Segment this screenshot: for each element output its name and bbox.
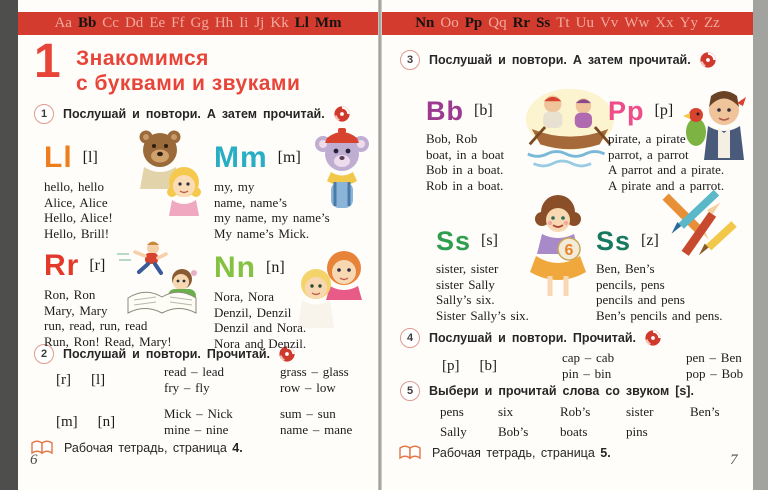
- word-line: run, read, run, read: [44, 318, 148, 333]
- sound-cell: [r]: [56, 371, 71, 388]
- right-page: [382, 0, 753, 490]
- word-line: Alice, Alice: [44, 194, 108, 210]
- word-pair: read – lead: [164, 364, 225, 379]
- alphabet-strip-right: [382, 12, 753, 35]
- sound-cell: [b]: [479, 357, 497, 374]
- minimal-pairs-row: [56, 406, 372, 438]
- unit-title-line1: Знакомимся: [76, 47, 209, 70]
- word-line: sister, sister: [436, 261, 499, 276]
- word-pair: sum – sun: [280, 406, 336, 421]
- listen-cd-icon: [645, 330, 661, 346]
- word-line: pencils and pens: [596, 292, 685, 307]
- word-item: sister: [626, 404, 654, 419]
- word-line: Denzil and Nora.: [214, 320, 307, 335]
- letter-block-ll: [44, 142, 113, 241]
- alphabet-letter-hh: Hh: [214, 15, 234, 31]
- alphabet-letter-bb: Bb: [77, 15, 97, 31]
- word-pair: pin – bin: [562, 366, 612, 381]
- word-line: Bob in a boat.: [426, 162, 504, 177]
- minimal-pairs-row: [442, 350, 742, 382]
- bear-and-girl-illustration: [130, 126, 208, 223]
- word-line: Mary, Mary: [44, 302, 108, 318]
- letter-block-nn: [214, 252, 306, 351]
- exercise-1-number: 1: [34, 104, 54, 124]
- alphabet-letter-uu: Uu: [575, 15, 594, 31]
- alphabet-letter-gg: Gg: [190, 15, 209, 31]
- word-line: sister Sally: [436, 276, 495, 292]
- word-line: Hello, Alice!: [44, 210, 113, 225]
- letter-bb: Bb: [426, 96, 464, 126]
- exercise-5-number: 5: [400, 381, 420, 401]
- alphabet-letter-ee: Ee: [149, 15, 166, 31]
- alphabet-letter-aa: Aa: [54, 15, 72, 31]
- page-number-right: 7: [730, 452, 738, 468]
- pair-column: [280, 364, 372, 396]
- pair-column: [562, 350, 686, 382]
- minimal-pairs-table: [56, 364, 372, 448]
- scan-right-border: [753, 0, 768, 490]
- alphabet-strip-left: [18, 12, 378, 35]
- unit-title: [76, 46, 300, 96]
- alphabet-letter-tt: Tt: [556, 15, 570, 31]
- word-line: my name, my name’s: [214, 210, 330, 225]
- word-pair: fry – fly: [164, 380, 210, 395]
- letter-rr: Rr: [44, 249, 80, 282]
- exercise-5-words-row-2: [440, 422, 740, 442]
- badge-number: 6: [564, 242, 574, 259]
- letter-block-rr: [44, 250, 172, 349]
- exercise-5-words-row-1: [440, 402, 740, 422]
- word-item: pens: [440, 404, 464, 419]
- sound-z: [z]: [641, 232, 659, 249]
- letter-block-ss-s: [436, 226, 529, 323]
- exercise-2-instruction: Послушай и повтори. Прочитай.: [63, 347, 270, 361]
- sound-s: [s]: [481, 232, 498, 249]
- word-pair: cap – cab: [562, 350, 615, 365]
- workbook-text: [432, 446, 611, 460]
- workbook-label: Рабочая тетрадь, страница: [432, 445, 595, 460]
- letter-ss: Ss: [436, 226, 472, 256]
- alphabet-letter-kk: Kk: [270, 15, 289, 31]
- word-line: hello, hello: [44, 179, 104, 194]
- word-item: Sally: [440, 424, 467, 439]
- sound-p: [p]: [654, 102, 674, 119]
- word-item: pins: [626, 424, 648, 439]
- alphabet-letter-cc: Cc: [102, 15, 119, 31]
- pair-column: [686, 350, 743, 382]
- letter-block-ss-z: [596, 226, 723, 323]
- word-line: Nora, Nora: [214, 289, 274, 304]
- word-item: Rob’s: [560, 404, 591, 419]
- workbook-text: [64, 441, 243, 455]
- alphabet-letter-ii: Ii: [239, 15, 249, 31]
- alphabet-letter-oo: Oo: [440, 15, 459, 31]
- word-line: name, name’s: [214, 194, 287, 210]
- alphabet-letter-pp: Pp: [464, 15, 483, 31]
- exercise-2-number: 2: [34, 344, 54, 364]
- alphabet-letter-ss: Ss: [536, 15, 551, 31]
- alphabet-letter-vv: Vv: [599, 15, 619, 31]
- word-line: Sally’s six.: [436, 292, 495, 307]
- listen-cd-icon: [334, 106, 350, 122]
- workbook-page-number: 4.: [232, 440, 243, 455]
- letter-block-pp: [608, 96, 724, 193]
- alphabet-letter-ff: Ff: [171, 15, 185, 31]
- word-line: Denzil, Denzil: [214, 304, 292, 320]
- word-pair: mine – nine: [164, 422, 229, 437]
- exercise-3-number: 3: [400, 50, 420, 70]
- word-line: My name’s Mick.: [214, 225, 310, 241]
- scan-left-border: [0, 0, 18, 490]
- sound-m: [m]: [277, 149, 301, 166]
- workbook-note: [398, 444, 611, 461]
- word-item: six: [498, 404, 514, 419]
- word-line: A pirate and a parrot.: [608, 177, 725, 193]
- exercise-1-instruction: Послушай и повтори. А затем прочитай.: [63, 107, 325, 121]
- alphabet-letter-yy: Yy: [679, 15, 698, 31]
- page-number-left: 6: [30, 452, 38, 468]
- sound-cell: [m]: [56, 413, 78, 430]
- sound-pair: [442, 358, 562, 375]
- word-item: Bob’s: [498, 424, 529, 439]
- pair-column: [280, 406, 372, 438]
- letter-mm: Mm: [214, 141, 268, 174]
- workbook-note: [30, 439, 243, 456]
- word-pair: pen – Ben: [686, 350, 742, 365]
- sound-cell: [n]: [97, 413, 116, 430]
- sound-l: [l]: [82, 149, 98, 166]
- word-line: pirate, a pirate: [608, 131, 686, 146]
- unit-number: 1: [34, 35, 61, 88]
- listen-cd-icon: [700, 52, 716, 68]
- word-pair: row – low: [280, 380, 336, 395]
- exercise-5-header: [400, 381, 694, 401]
- exercise-3-header: [400, 50, 716, 70]
- letter-ss: Ss: [596, 226, 632, 256]
- unit-title-line2: с буквами и звуками: [76, 72, 301, 95]
- exercise-5-instruction: Выбери и прочитай слова со звуком [s].: [429, 384, 694, 398]
- pair-column: [164, 364, 280, 396]
- alphabet-letter-mm: Mm: [314, 15, 342, 31]
- alphabet-letter-qq: Qq: [488, 15, 507, 31]
- word-line: pencils, pens: [596, 276, 665, 292]
- page-gutter: [378, 0, 382, 490]
- word-line: Rob in a boat.: [426, 177, 504, 193]
- word-pair: grass – glass: [280, 364, 349, 379]
- alphabet-letter-jj: Jj: [254, 15, 265, 31]
- minimal-pairs-table: [442, 350, 742, 382]
- sound-cell: [p]: [442, 357, 460, 374]
- alphabet-letter-ww: Ww: [624, 15, 650, 31]
- minimal-pairs-row: [56, 364, 372, 396]
- sound-pair: [56, 372, 164, 389]
- sound-r: [r]: [89, 257, 106, 274]
- word-item: Ben’s: [690, 404, 720, 419]
- word-pair: name – mane: [280, 422, 353, 437]
- word-item: boats: [560, 424, 588, 439]
- alphabet-letter-rr: Rr: [512, 15, 531, 31]
- word-line: my, my: [214, 179, 255, 194]
- word-line: A parrot and a pirate.: [608, 162, 725, 177]
- exercise-4-instruction: Послушай и повтори. Прочитай.: [429, 331, 636, 345]
- alphabet-letter-zz: Zz: [703, 15, 720, 31]
- word-line: Sister Sally’s six.: [436, 307, 529, 323]
- exercise-1-header: [34, 104, 350, 124]
- word-line: Nora and Denzil.: [214, 335, 307, 351]
- word-pair: pop – Bob: [686, 366, 744, 381]
- left-page: [18, 0, 378, 490]
- sound-n: [n]: [266, 259, 285, 276]
- exercise-4-number: 4: [400, 328, 420, 348]
- word-line: Ben’s pencils and pens.: [596, 307, 723, 323]
- word-line: Ben, Ben’s: [596, 261, 655, 276]
- word-line: Ron, Ron: [44, 287, 96, 302]
- exercise-3-instruction: Послушай и повтори. А затем прочитай.: [429, 53, 691, 67]
- letter-pp: Pp: [608, 96, 645, 126]
- exercise-4-header: [400, 328, 661, 348]
- sound-pair: [56, 414, 164, 431]
- pair-column: [164, 406, 280, 438]
- alphabet-letter-nn: Nn: [415, 15, 435, 31]
- two-men-in-boat-illustration: [524, 86, 616, 172]
- open-book-icon: [398, 444, 422, 461]
- word-line: Bob, Rob: [426, 131, 478, 146]
- letter-nn: Nn: [214, 251, 256, 284]
- alphabet-letter-ll: Ll: [294, 15, 309, 31]
- workbook-label: Рабочая тетрадь, страница: [64, 440, 227, 455]
- letter-block-bb: [426, 96, 504, 193]
- workbook-page-number: 5.: [600, 445, 611, 460]
- word-line: Hello, Brill!: [44, 225, 110, 241]
- letter-ll: Ll: [44, 141, 73, 174]
- letter-block-mm: [214, 142, 330, 241]
- alphabet-letter-dd: Dd: [124, 15, 144, 31]
- word-line: parrot, a parrot: [608, 146, 689, 162]
- word-line: Run, Ron! Read, Mary!: [44, 333, 172, 349]
- alphabet-letter-xx: Xx: [655, 15, 674, 31]
- word-line: boat, in a boat: [426, 146, 505, 162]
- sound-b: [b]: [474, 102, 493, 119]
- word-pair: Mick – Nick: [164, 406, 233, 421]
- sound-cell: [l]: [91, 371, 106, 388]
- sister-sally-illustration: [522, 192, 594, 306]
